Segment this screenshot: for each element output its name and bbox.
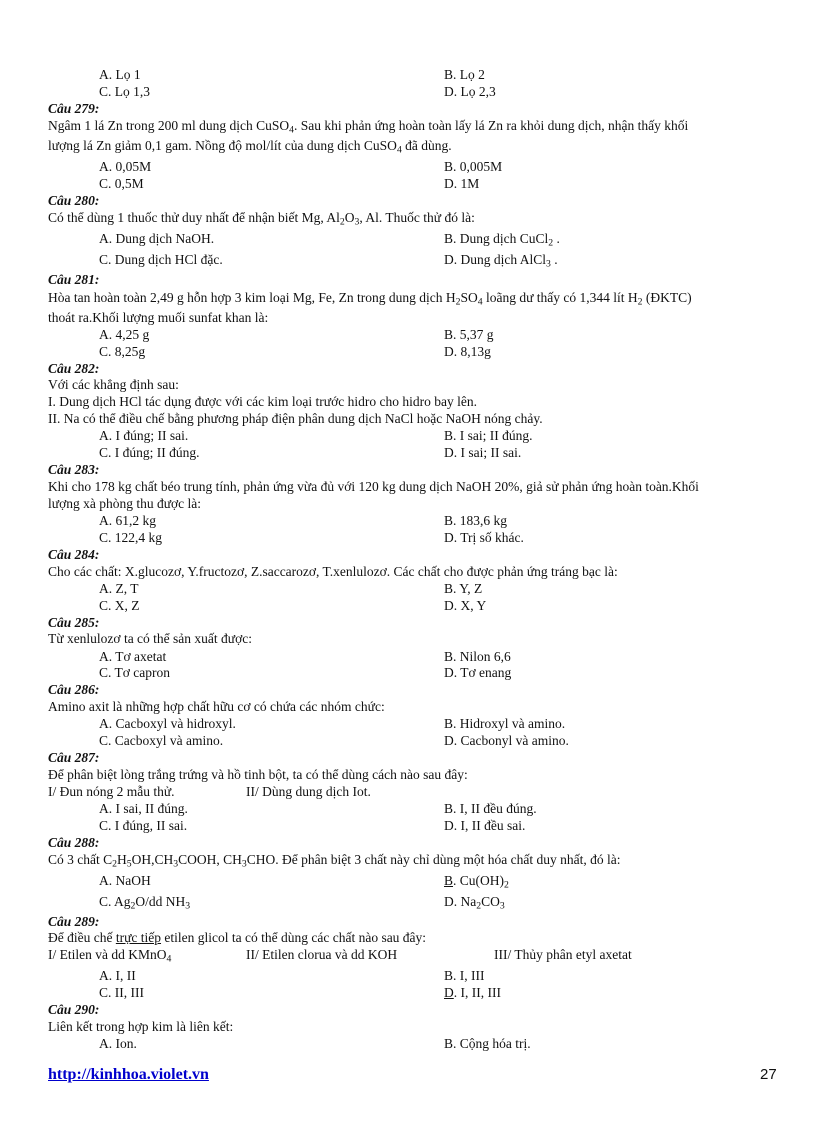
option-a: A. Lọ 1 bbox=[99, 67, 141, 82]
option-b: B. Cộng hóa trị. bbox=[444, 1036, 531, 1051]
option-a: A. 61,2 kg bbox=[99, 513, 156, 528]
option-a: A. Tơ axetat bbox=[99, 649, 167, 664]
option-c: C. 0,5M bbox=[99, 176, 144, 191]
question-stem: I/ Etilen và dd KMnO$_4$ bbox=[48, 947, 172, 965]
question-stem: lượng lá Zn giảm 0,1 gam. Nồng độ mol/lít của dung dịch CuSO$_4$ đã dùng. bbox=[48, 138, 452, 156]
question-stem: II/ Etilen clorua và dd KOH bbox=[246, 947, 398, 962]
question-stem: II/ Dùng dung dịch Iot. bbox=[246, 784, 371, 799]
question-stem: Có thể dùng 1 thuốc thử duy nhất để nhận biết Mg, $Al_2O_3$, Al. Thuốc thử đó là: bbox=[48, 210, 475, 228]
option-b: B. Lọ 2 bbox=[444, 67, 485, 82]
option-d: D. I, II đều sai. bbox=[444, 818, 526, 833]
question-stem: Để phân biệt lòng trắng trứng và hồ tinh bột, ta có thể dùng cách nào sau đây: bbox=[48, 767, 468, 782]
question-stem: lượng xà phòng thu được là: bbox=[48, 496, 202, 511]
option-c: C. 8,25g bbox=[99, 344, 146, 359]
option-d: D. 1M bbox=[444, 176, 480, 191]
question-stem: Amino axit là những hợp chất hữu cơ có chứa các nhóm chức: bbox=[48, 699, 385, 714]
question-stem: Liên kết trong hợp kim là liên kết: bbox=[48, 1019, 234, 1034]
option-d: D. $Na_2CO_3$ bbox=[444, 894, 505, 912]
option-b: B. 5,37 g bbox=[444, 327, 494, 342]
option-c: C. II, III bbox=[99, 985, 144, 1000]
question-label: Câu 286: bbox=[48, 682, 100, 697]
option-a: A. Dung dịch NaOH. bbox=[99, 231, 215, 246]
option-d: D. Dung dịch AlCl$_3$ . bbox=[444, 252, 558, 270]
question-stem: III/ Thủy phân etyl axetat bbox=[494, 947, 632, 962]
question-label: Câu 288: bbox=[48, 835, 100, 850]
option-b: B. 183,6 kg bbox=[444, 513, 508, 528]
option-a: A. Ion. bbox=[99, 1036, 137, 1051]
question-stem: Từ xenlulozơ ta có thể sản xuất được: bbox=[48, 631, 252, 646]
option-d: D. I, II, III bbox=[444, 985, 501, 1000]
footer-link[interactable]: http://kinhhoa.violet.vn bbox=[48, 1066, 209, 1083]
option-c: C. 122,4 kg bbox=[99, 530, 163, 545]
question-label: Câu 283: bbox=[48, 462, 100, 477]
option-a: A. 4,25 g bbox=[99, 327, 150, 342]
question-label: Câu 289: bbox=[48, 914, 100, 929]
question-stem: Hòa tan hoàn toàn 2,49 g hỗn hợp 3 kim loại Mg, Fe, Zn trong dung dịch $H_2SO_4$ loãng dư thấy có 1,344 lít $H_2$ (ĐKTC) bbox=[48, 290, 692, 308]
question-label: Câu 287: bbox=[48, 750, 100, 765]
option-b: B. 0,005M bbox=[444, 159, 503, 174]
option-b: B. I, III bbox=[444, 968, 485, 983]
option-b: B. Dung dịch CuCl$_2$ . bbox=[444, 231, 560, 249]
option-b: B. Y, Z bbox=[444, 581, 483, 596]
question-stem: II. Na có thể điều chế bằng phương pháp điện phân dung dịch NaCl hoặc NaOH nóng chảy. bbox=[48, 411, 543, 426]
question-stem: Khi cho 178 kg chất béo trung tính, phản ứng vừa đủ với 120 kg dung dịch NaOH 20%, giả sử phản ứng hoàn toàn.Khối bbox=[48, 479, 699, 494]
option-d: D. Tơ enang bbox=[444, 665, 512, 680]
option-c: C. Lọ 1,3 bbox=[99, 84, 151, 99]
option-b: B. I sai; II đúng. bbox=[444, 428, 533, 443]
option-a: A. I đúng; II sai. bbox=[99, 428, 189, 443]
option-d: D. Cacbonyl và amino. bbox=[444, 733, 569, 748]
question-label: Câu 284: bbox=[48, 547, 100, 562]
option-c: C. I đúng, II sai. bbox=[99, 818, 188, 833]
option-d: D. 8,13g bbox=[444, 344, 491, 359]
question-stem: Ngâm 1 lá Zn trong 200 ml dung dịch CuSO$_4$. Sau khi phản ứng hoàn toàn lấy lá Zn ra khỏi dung dịch, nhận thấy khối bbox=[48, 118, 689, 136]
question-label: Câu 279: bbox=[48, 101, 100, 116]
question-label: Câu 290: bbox=[48, 1002, 100, 1017]
question-stem: Với các khẳng định sau: bbox=[48, 377, 179, 392]
question-stem: Có 3 chất $C_2H_5OH,CH_3COOH$, $CH_3CHO$. Để phân biệt 3 chất này chỉ dùng một hóa chất duy nhất, đó là: bbox=[48, 852, 621, 870]
question-label: Câu 281: bbox=[48, 272, 100, 287]
question-label: Câu 280: bbox=[48, 193, 100, 208]
question-stem: Cho các chất: X.glucozơ, Y.fructozơ, Z.saccarozơ, T.xenlulozơ. Các chất cho được phản ứng tráng bạc là: bbox=[48, 564, 618, 579]
option-c: C. Tơ capron bbox=[99, 665, 171, 680]
option-a: A. Cacboxyl và hidroxyl. bbox=[99, 716, 236, 731]
option-b: B. Hidroxyl và amino. bbox=[444, 716, 566, 731]
option-c: C. Cacboxyl và amino. bbox=[99, 733, 224, 748]
option-d: D. X, Y bbox=[444, 598, 487, 613]
option-a: A. Z, T bbox=[99, 581, 139, 596]
option-a: A. 0,05M bbox=[99, 159, 152, 174]
option-b: B. I, II đều đúng. bbox=[444, 801, 537, 816]
option-b: B. Nilon 6,6 bbox=[444, 649, 511, 664]
option-c: C. $Ag_2O/dd$ $NH_3$ bbox=[99, 894, 191, 912]
option-c: C. X, Z bbox=[99, 598, 140, 613]
question-label: Câu 285: bbox=[48, 615, 100, 630]
question-label: Câu 282: bbox=[48, 361, 100, 376]
option-b: B. $Cu(OH)_2$ bbox=[444, 873, 509, 891]
option-d: D. Lọ 2,3 bbox=[444, 84, 496, 99]
option-a: A. I, II bbox=[99, 968, 136, 983]
option-d: D. I sai; II sai. bbox=[444, 445, 522, 460]
option-c: C. I đúng; II đúng. bbox=[99, 445, 200, 460]
option-c: C. Dung dịch HCl đặc. bbox=[99, 252, 223, 267]
option-d: D. Trị số khác. bbox=[444, 530, 524, 545]
question-stem: thoát ra.Khối lượng muối sunfat khan là: bbox=[48, 310, 269, 325]
option-a: A. NaOH bbox=[99, 873, 151, 888]
question-stem: I/ Đun nóng 2 mẫu thử. bbox=[48, 784, 175, 799]
question-stem: Để điều chế trực tiếp etilen glicol ta có thể dùng các chất nào sau đây: bbox=[48, 930, 427, 945]
question-stem: I. Dung dịch HCl tác dụng được với các kim loại trước hidro cho hidro bay lên. bbox=[48, 394, 477, 409]
page-number: 27 bbox=[760, 1066, 777, 1083]
option-a: A. I sai, II đúng. bbox=[99, 801, 188, 816]
